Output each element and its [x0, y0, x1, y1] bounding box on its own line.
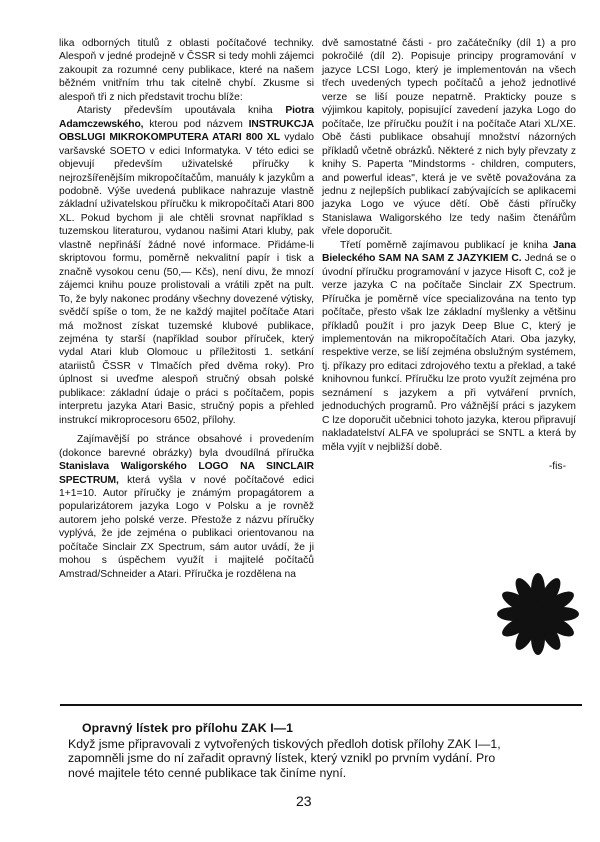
paragraph-text: vydalo varšavské SOETO v edici Informatyka. V této edici se objevují především uživatelské příručky k nejrozšířenějším mikropočítačům, manuály k jazykům a podobně. Výše uvedená publikace nahrazuje vlastně základní uživatelskou příručku k mikropočítači Atari 800 XL. Pokud bychom ji ale chtěli srovnat například s tuzemskou literaturou, vydanou našimi Atari kluby, pak vlastně nepřináší žádné nové informace. Přidáme-li skriptovou formu, poměrně nekvalitní papír i tisk a značně vysokou cenu (50,— Kčs), není divu, že mnozí zájemci knihu pouze prolistovali a vrátili zpět na pult. To, že byly nakonec prodány všechny dovezené výtisky, svědčí spíše o tom, že ne každý majitel počítače Atari má možnost získat tuzemské klubové publikace, zejména ty starší (například soubor příruček, který vydal Atari klub Olomouc u příležitosti 1. setkání atariistů ČSSR v Tlmačích před dvěma roky). Pro úplnost si uveďme alespoň stručný obsah polské publikace: základní údaje o práci s počítačem, popis interpretu jazyka Atari Basic, stručný popis a přehled instrukcí mikroprocesoru 6502, přílohy. — [59, 132, 314, 426]
book-author: Piotra Adamczewského, — [59, 105, 314, 130]
paragraph-text: Zajímavější po stránce obsahové i provedením (dokonce barevné obrázky) byla dvoudílná příručka — [59, 434, 314, 459]
paragraph-text: Jedná se o úvodní příručku programování v jazyce Hisoft C, což je verze jazyka C na počítače Sinclair ZX Spectrum. Příručka je poměrně více specializována na tento typ počítače, přesto však lze základní myšlenky a většinu příkladů použít i pro jazyk Deep Blue C, který je implementován na mikropočítačích Atari. Oba jazyky, respektive verze, se liší zejména obslužným systémem, tj. příkazy pro editaci zdrojového textu a překlad, a také knihovnou funkcí. Příručku lze proto využít zejména pro seznámení s jazykem a při vytváření prvních, jednoduchých programů. Pro vážnější práci s jazykem C lze doporučit učebnici tohoto jazyka, kterou připravují nakladatelství ALFA ve spolupráci se SNTL a která by měla vyjít v nejbližší době. — [322, 253, 576, 453]
book-title: Stanislava Waligorského LOGO NA SINCLAIR SPECTRUM, — [59, 461, 314, 486]
erratum-line: nové majitele této cenné publikace tak činíme nyní. — [68, 765, 347, 780]
book-title: Jana Bieleckého SAM NA SAM Z JAZYKIEM C. — [322, 239, 576, 265]
paragraph-logo-book — [59, 433, 314, 581]
right-column — [322, 37, 576, 474]
book-title: INSTRUKCJA OBSLUGI MIKROKOMPUTERA ATARI 800 XL — [59, 118, 315, 144]
paragraph-atari-book — [59, 104, 314, 427]
section-divider — [60, 704, 582, 706]
paragraph-text: Třetí poměrně zajímavou publikací je kniha — [340, 239, 553, 251]
paragraph-c-book — [322, 239, 576, 454]
paragraph-logo-continued: dvě samostatné části - pro začátečníky (díl 1) a pro pokročilé (díl 2). Popisuje principy programování v jazyce LCSI Logo, který je implementován na všech třech uvedených typech počítačů a jehož jednotlivé verze se liší pouze nepatrně. Prakticky pouze s výjimkou kapitoly, popisující zavedení jazyka Logo do počítače, lze příručku použít i na počítače Atari XL/XE. Obě části publikace obsahují množství názorných příkladů včetně obrázků. Některé z nich byly převzaty z knihy S. Paperta "Mindstorms - children, computers, and powerful ideas", která je ve světě považována za jednu z nejlepších publikací zabývajících se aplikacemi jazyka Logo ve výuce dětí. Obě části příručky Stanislawa Waligorského lze tedy našim čtenářům vřele doporučit. — [322, 38, 576, 238]
erratum-heading: Opravný lístek pro přílohu ZAK I—1 — [82, 721, 294, 735]
erratum-line: Když jsme připravovali z vytvořených tiskových předloh dotisk přílohy ZAK I—1, — [68, 737, 501, 751]
erratum-line: zapomněli jsme do ní zařadit opravný lístek, který vznikl po prvním vydání. Pro — [68, 751, 496, 766]
flower-ornament-icon — [490, 566, 586, 662]
erratum-text — [68, 737, 576, 780]
paragraph-text: kterou pod názvem — [149, 118, 249, 130]
author-signature: -fis- — [548, 461, 566, 473]
paragraph-text: Ataristy především upoutávala kniha — [77, 105, 286, 117]
left-column — [59, 37, 314, 581]
paragraph-text: která vyšla v nové počítačové edici 1+1=10. Autor příručky je známým propagátorem a popularizátorem jazyka Logo v Polsku a je rovněž autorem jeho polské verze. Přestože z názvu příručky vyplývá, že jde zejména o publikaci orientovanou na počítače Sinclair ZX Spectrum, sám autor uvádí, že ji mohou s úspěchem využít i majitelé počítačů Amstrad/Schneider a Atari. Příručka je rozdělena na — [59, 474, 314, 580]
paragraph-intro: lika odborných titulů z oblasti počítačové techniky. Alespoň v jedné prodejně v ČSSR si tedy mohli zájemci zakoupit za rozumné ceny publikace, které na našem běžném vnitřním trhu tak citelně chybí. Zkusme si alespoň tři z nich představit trochu blíže: — [59, 38, 314, 103]
page-number: 23 — [296, 793, 312, 809]
